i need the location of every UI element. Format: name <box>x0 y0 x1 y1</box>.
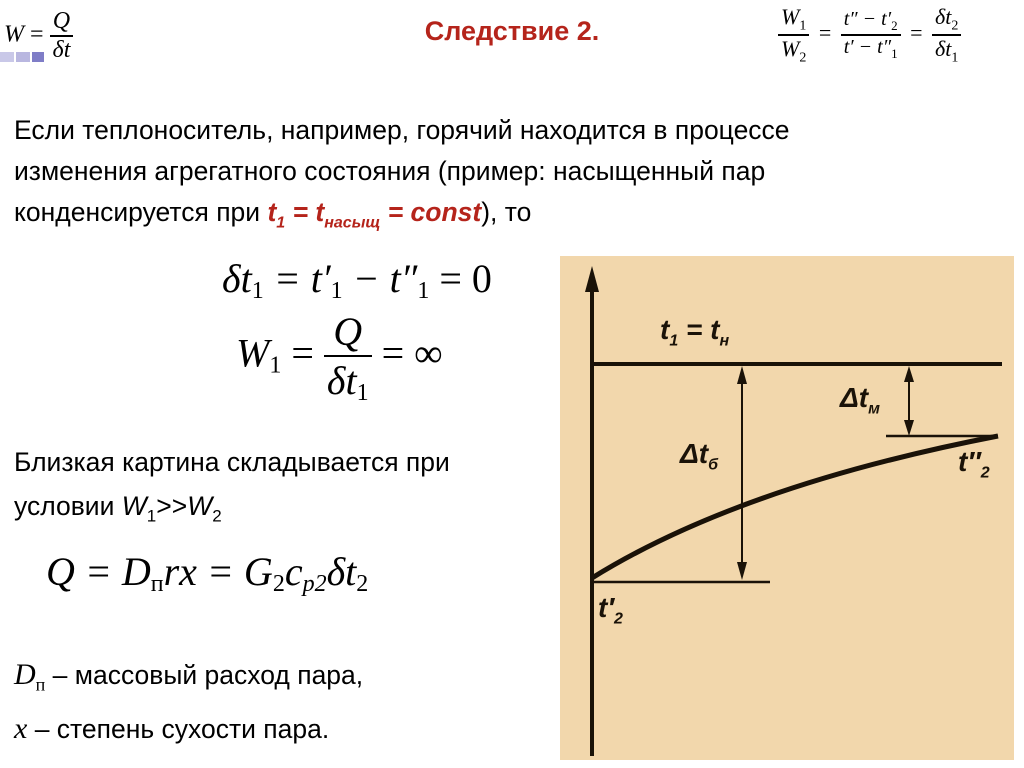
delta-num-sub: 2 <box>951 18 959 34</box>
q-dt: δt <box>326 549 357 594</box>
w1-denominator: δt <box>326 357 357 403</box>
def-dp-text: – массовый расход пара, <box>45 660 364 690</box>
ratio-delta-fraction <box>932 4 961 66</box>
def-x-text: – степень сухости пара. <box>27 714 330 744</box>
w1-fraction: $\frac{Q}{\delta t_1}$ <box>324 308 372 407</box>
delta-num: δt <box>935 4 952 29</box>
intro-line-2: изменения агрегатного состояния (пример: насыщенный пар <box>14 156 766 186</box>
w1-numerator: Q <box>333 309 363 354</box>
formula-fraction <box>50 8 74 64</box>
fraction-denominator: δt <box>52 36 71 63</box>
intro-line-3-end: ), то <box>481 197 532 227</box>
axis-arrow-icon <box>585 266 599 292</box>
ratio-eq-2: = <box>910 20 923 46</box>
cond-w2: W <box>187 491 213 521</box>
cond-w1-sub: 1 <box>146 506 157 526</box>
similar-line-2-start: условии <box>14 491 122 521</box>
hl-const: = const <box>380 197 482 227</box>
temp-den: t′ − t″ <box>843 35 892 58</box>
label-t2pp-sub: 2 <box>980 464 990 482</box>
dt1-t1dprime: − t″ <box>342 256 418 301</box>
label-t2-double-prime <box>958 446 990 483</box>
label-dtb: Δt <box>680 438 709 469</box>
label-dt-min <box>840 382 880 419</box>
hl-eq: = t <box>285 197 325 227</box>
delta-den: δt <box>935 35 952 61</box>
diagram-svg <box>560 256 1014 760</box>
w2-sub: 2 <box>799 50 807 66</box>
formula-ratio <box>778 4 961 66</box>
cold-fluid-curve <box>592 436 998 578</box>
ratio-w-fraction <box>778 4 809 66</box>
label-dt-max <box>680 438 718 475</box>
cond-w1: W <box>121 491 147 521</box>
q-c: c <box>284 549 303 594</box>
formula-w-definition <box>4 8 73 64</box>
formula-eq: = <box>30 21 44 48</box>
similar-case-paragraph <box>14 440 574 538</box>
q-dtsub: 2 <box>356 571 369 597</box>
temp-den-sub: 1 <box>891 45 898 61</box>
label-t1-tn <box>660 314 729 351</box>
arrow-up-icon <box>904 366 914 382</box>
q-csub: p2 <box>302 571 327 597</box>
w1-lhs: W <box>236 330 270 376</box>
w1-rhs: = ∞ <box>381 330 443 376</box>
intro-line-3-start: конденсируется при <box>14 197 268 227</box>
dt1-t1prime: = t′ <box>263 256 331 301</box>
label-tn: = t <box>686 314 720 345</box>
def-dp-sub: п <box>35 674 46 695</box>
temp-num-sub: 2 <box>891 18 898 34</box>
intro-line-3 <box>14 192 1014 243</box>
q-gsub: 2 <box>272 571 285 597</box>
w1-sub: 1 <box>799 18 807 34</box>
label-dtb-sub: б <box>708 456 719 474</box>
hl-tsat-sub: насыщ <box>324 214 381 232</box>
label-t1: t <box>660 314 670 345</box>
arrow-up-icon <box>737 366 747 384</box>
label-t2pp: t″ <box>958 446 981 477</box>
definition-x <box>14 712 329 746</box>
intro-line-1: Если теплоноситель, например, горячий находится в процессе <box>14 115 790 145</box>
dt1-symbol: δt <box>222 256 252 301</box>
q-dsub: п <box>150 571 164 597</box>
hl-t1-sub: 1 <box>276 214 286 232</box>
label-t2p: t′ <box>598 592 615 623</box>
q-rx: rx = G <box>163 549 273 594</box>
dt1-end: = 0 <box>429 256 492 301</box>
arrow-down-icon <box>904 420 914 436</box>
delta-den-sub: 1 <box>951 50 959 66</box>
arrow-down-icon <box>737 562 747 580</box>
formula-lhs: W <box>4 21 24 48</box>
w2-symbol: W <box>781 35 800 61</box>
label-dtm-sub: м <box>868 400 880 418</box>
formula-delta-t1: $\delta t_1 = t'_1 - t''_1 = 0$ <box>222 256 492 304</box>
def-dp-symbol: D <box>14 658 36 691</box>
ratio-temp-fraction <box>841 8 901 62</box>
hl-t1: t <box>267 197 277 227</box>
temp-num: t″ − t′ <box>843 8 892 31</box>
label-t1-sub: 1 <box>669 332 679 350</box>
temperature-diagram <box>560 256 1014 760</box>
formula-heat-balance <box>46 548 368 598</box>
intro-paragraph <box>14 110 1014 243</box>
label-t2-prime <box>598 592 623 629</box>
ratio-eq-1: = <box>818 20 832 46</box>
q-lhs: Q = D <box>46 549 151 594</box>
def-x-symbol: x <box>14 712 28 745</box>
slide-title: Следствие 2. <box>424 16 600 46</box>
label-t2p-sub: 2 <box>614 610 623 628</box>
similar-line-2 <box>14 484 574 538</box>
definition-dp <box>14 658 363 695</box>
similar-line-1: Близкая картина складывается при <box>14 447 450 477</box>
cond-w2-sub: 2 <box>212 506 222 526</box>
w1-symbol: W <box>781 4 800 29</box>
fraction-numerator: Q <box>52 8 71 34</box>
formula-w1-infinity: $W_1$ = $\frac{Q}{\delta t_1}$ = ∞ <box>236 309 443 406</box>
cond-gg: >> <box>156 491 188 521</box>
condition-highlight <box>267 197 482 232</box>
w1-eq: = <box>291 330 314 376</box>
label-dtm: Δt <box>840 382 869 413</box>
label-tn-sub: н <box>719 332 730 350</box>
